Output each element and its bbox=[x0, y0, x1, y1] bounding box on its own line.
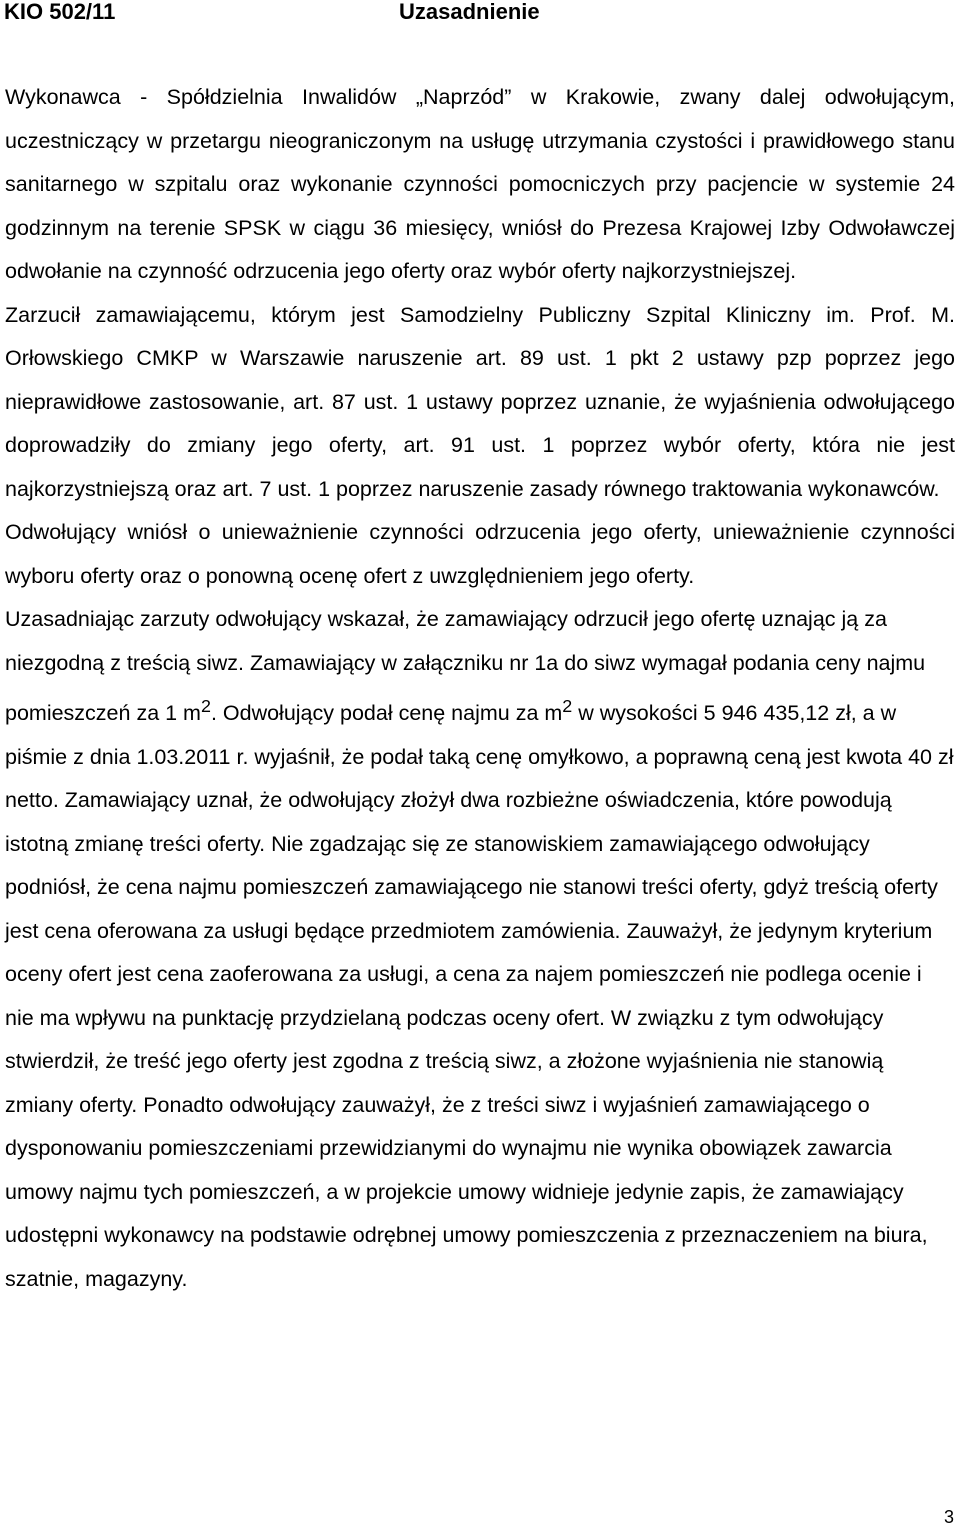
paragraph-4-part-2: . Odwołujący podał cenę najmu za m bbox=[210, 701, 563, 726]
paragraph-3: Odwołujący wniósł o unieważnienie czynności odrzucenia jego oferty, unieważnienie czynności wyboru oferty oraz o ponowną ocenę ofert z uwzględnieniem jego oferty. bbox=[5, 520, 955, 588]
superscript-2: 2 bbox=[562, 696, 573, 716]
superscript-2: 2 bbox=[200, 696, 211, 716]
paragraph-4-part-3: w wysokości 5 946 435,12 zł, a w piśmie z dnia 1.03.2011 r. wyjaśnił, że podał taką cenę omyłkowo, a poprawną ceną jest kwota 40 zł netto. Zamawiający uznał, że odwołujący złożył dwa rozbieżne oświadczenia, które powodują istotną zmianę treści oferty. Nie zgadzając się ze stanowiskiem zamawiającego odwołujący podniósł, że cena najmu pomieszczeń zamawiającego nie stanowi treści oferty, gdyż treścią oferty jest cena oferowana za usługi będące przedmiotem zamówienia. Zauważył, że jedynym kryterium oceny ofert jest cena zaoferowana za usługi, a cena za najem pomieszczeń nie podlega ocenie i nie ma wpływu na punktację przydzielaną podczas oceny ofert. W związku z tym odwołujący stwierdził, że treść jego oferty jest zgodna z treścią siwz, a złożone wyjaśnienia nie stanowią zmiany oferty. Ponadto odwołujący zauważył, że z treści siwz i wyjaśnień zamawiającego o dysponowaniu pomieszczeniami przewidzianymi do wynajmu nie wynika obowiązek zawarcia umowy najmu tych pomieszczeń, a w projekcie umowy widnieje jedynie zapis, że zamawiający udostępni wykonawcy na podstawie odrębnej umowy pomieszczenia z przeznaczeniem na biura, szatnie, magazyny. bbox=[5, 701, 954, 1291]
paragraph-2: Zarzucił zamawiającemu, którym jest Samodzielny Publiczny Szpital Kliniczny im. Prof. M. Orłowskiego CMKP w Warszawie naruszenie art. 89 ust. 1 pkt 2 ustawy pzp poprzez jego nieprawidłowe zastosowanie, art. 87 ust. 1 ustawy poprzez uznanie, że wyjaśnienia odwołującego doprowadziły do zmiany jego oferty, art. 91 ust. 1 poprzez wybór oferty, która nie jest najkorzystniejszą oraz art. 7 ust. 1 poprzez naruszenie zasady równego traktowania wykonawców. bbox=[5, 302, 955, 501]
paragraph-1: Wykonawca - Spółdzielnia Inwalidów „Naprzód” w Krakowie, zwany dalej odwołującym, uczestniczący w przetargu nieograniczonym na usługę utrzymania czystości i prawidłowego stanu sanitarnego w szpitalu oraz wykonanie czynności pomocniczych przy pacjencie w systemie 24 godzinnym na terenie SPSK w ciągu 36 miesięcy, wniósł do Prezesa Krajowej Izby Odwoławczej odwołanie na czynność odrzucenia jego oferty oraz wybór oferty najkorzystniejszej. bbox=[5, 85, 955, 283]
case-number: KIO 502/11 bbox=[4, 0, 116, 24]
document-body bbox=[5, 76, 955, 1301]
section-title: Uzasadnienie bbox=[399, 0, 540, 24]
paragraph-4-part-1: Uzasadniając zarzuty odwołujący wskazał, że zamawiający odrzucił jego ofertę uznając ją za niezgodną z treścią siwz. Zamawiający w załączniku nr 1a do siwz wymagał podania ceny najmu pomieszczeń za 1 m bbox=[5, 607, 926, 726]
paragraph-4 bbox=[5, 598, 955, 1301]
page-number: 3 bbox=[943, 1507, 954, 1527]
